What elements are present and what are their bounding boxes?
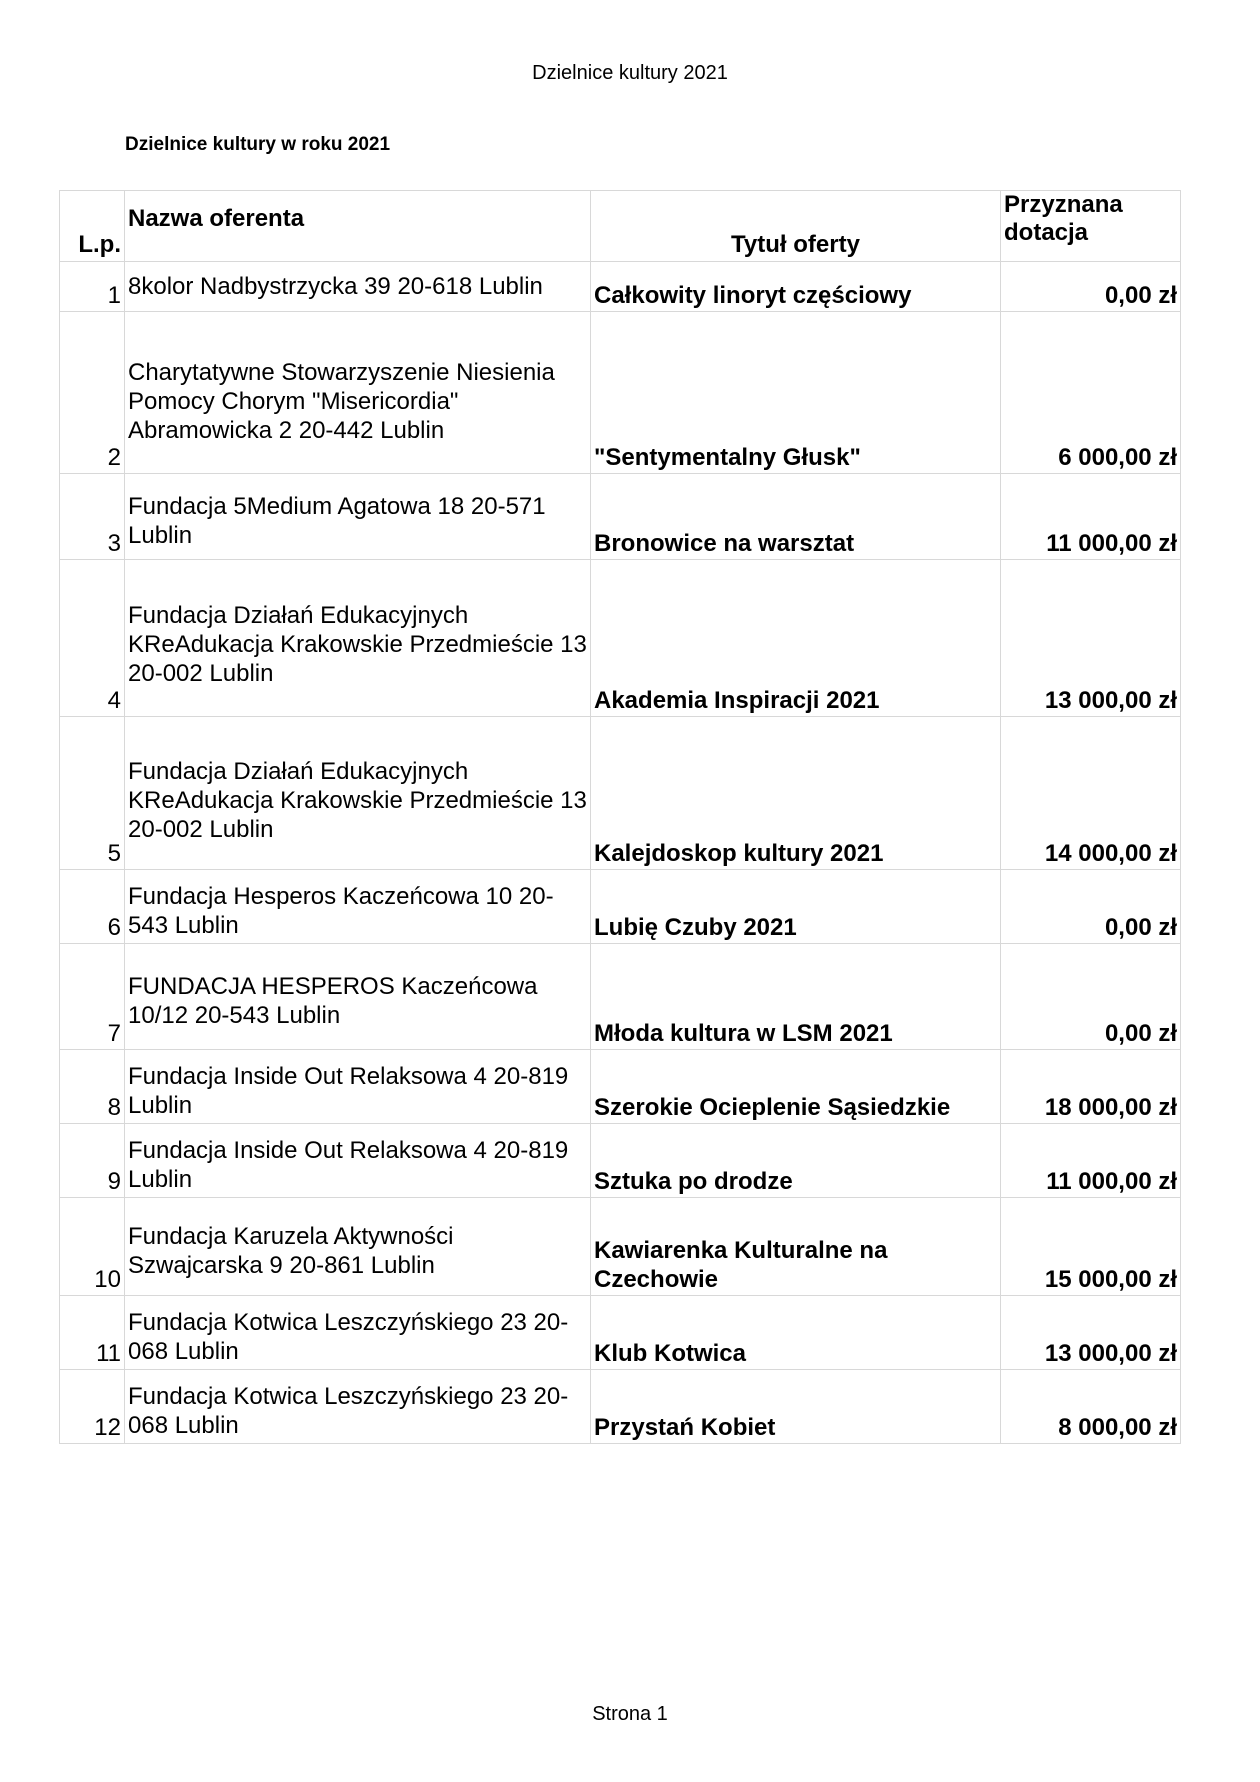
- row-amount: 13 000,00 zł: [1001, 560, 1181, 717]
- row-lp: 7: [60, 944, 125, 1050]
- row-title: Przystań Kobiet: [591, 1370, 1001, 1444]
- grants-table-container: [59, 190, 1180, 1444]
- row-title: Sztuka po drodze: [591, 1124, 1001, 1198]
- row-name: Fundacja 5Medium Agatowa 18 20-571 Lublin: [125, 474, 591, 560]
- row-lp: 2: [60, 312, 125, 474]
- table-row: [60, 1296, 1181, 1370]
- row-name: Fundacja Działań Edukacyjnych KReAdukacja Krakowskie Przedmieście 13 20-002 Lublin: [125, 717, 591, 870]
- row-title: Akademia Inspiracji 2021: [591, 560, 1001, 717]
- row-lp: 4: [60, 560, 125, 717]
- table-row: [60, 1370, 1181, 1444]
- row-lp: 3: [60, 474, 125, 560]
- row-lp: 11: [60, 1296, 125, 1370]
- table-row: [60, 1124, 1181, 1198]
- row-title: Szerokie Ocieplenie Sąsiedzkie: [591, 1050, 1001, 1124]
- row-amount: 0,00 zł: [1001, 870, 1181, 944]
- column-header-amount-line2: dotacja: [1004, 219, 1089, 246]
- column-header-amount-line1: Przyznana: [1004, 191, 1123, 218]
- table-row: [60, 717, 1181, 870]
- column-header-title: Tytuł oferty: [591, 191, 1001, 262]
- row-amount: 6 000,00 zł: [1001, 312, 1181, 474]
- grants-table: [59, 190, 1181, 1444]
- row-amount: 14 000,00 zł: [1001, 717, 1181, 870]
- row-amount: 8 000,00 zł: [1001, 1370, 1181, 1444]
- row-amount: 18 000,00 zł: [1001, 1050, 1181, 1124]
- row-name: 8kolor Nadbystrzycka 39 20-618 Lublin: [125, 262, 591, 312]
- row-amount: 11 000,00 zł: [1001, 1124, 1181, 1198]
- table-row: [60, 474, 1181, 560]
- row-lp: 5: [60, 717, 125, 870]
- row-title: Kawiarenka Kulturalne na Czechowie: [591, 1198, 1001, 1296]
- row-name: Fundacja Kotwica Leszczyńskiego 23 20-068 Lublin: [125, 1296, 591, 1370]
- row-title: Całkowity linoryt częściowy: [591, 262, 1001, 312]
- row-amount: 0,00 zł: [1001, 944, 1181, 1050]
- row-title: "Sentymentalny Głusk": [591, 312, 1001, 474]
- document-title: Dzielnice kultury w roku 2021: [125, 134, 391, 155]
- table-row: [60, 944, 1181, 1050]
- row-name: Fundacja Inside Out Relaksowa 4 20-819 Lublin: [125, 1050, 591, 1124]
- table-row: [60, 870, 1181, 944]
- column-header-name: Nazwa oferenta: [125, 191, 591, 262]
- table-row: [60, 1050, 1181, 1124]
- row-name: Charytatywne Stowarzyszenie Niesienia Pomocy Chorym "Misericordia" Abramowicka 2 20-442 Lublin: [125, 312, 591, 474]
- column-header-lp: L.p.: [60, 191, 125, 262]
- page-footer: Strona 1: [592, 1703, 668, 1725]
- row-lp: 1: [60, 262, 125, 312]
- row-lp: 6: [60, 870, 125, 944]
- row-title: Młoda kultura w LSM 2021: [591, 944, 1001, 1050]
- row-name: Fundacja Kotwica Leszczyńskiego 23 20-068 Lublin: [125, 1370, 591, 1444]
- row-name: Fundacja Inside Out Relaksowa 4 20-819 Lublin: [125, 1124, 591, 1198]
- row-amount: 13 000,00 zł: [1001, 1296, 1181, 1370]
- row-amount: 0,00 zł: [1001, 262, 1181, 312]
- row-amount: 15 000,00 zł: [1001, 1198, 1181, 1296]
- row-lp: 9: [60, 1124, 125, 1198]
- row-title: Bronowice na warsztat: [591, 474, 1001, 560]
- row-title: Lubię Czuby 2021: [591, 870, 1001, 944]
- row-name: Fundacja Działań Edukacyjnych KReAdukacja Krakowskie Przedmieście 13 20-002 Lublin: [125, 560, 591, 717]
- row-lp: 10: [60, 1198, 125, 1296]
- row-lp: 8: [60, 1050, 125, 1124]
- table-header-row: [60, 191, 1181, 262]
- row-title: Klub Kotwica: [591, 1296, 1001, 1370]
- table-row: [60, 262, 1181, 312]
- row-amount: 11 000,00 zł: [1001, 474, 1181, 560]
- table-row: [60, 560, 1181, 717]
- table-row: [60, 312, 1181, 474]
- page-header: Dzielnice kultury 2021: [532, 62, 728, 84]
- row-name: FUNDACJA HESPEROS Kaczeńcowa 10/12 20-543 Lublin: [125, 944, 591, 1050]
- row-name: Fundacja Karuzela Aktywności Szwajcarska 9 20-861 Lublin: [125, 1198, 591, 1296]
- column-header-amount: [1001, 191, 1181, 262]
- row-lp: 12: [60, 1370, 125, 1444]
- row-name: Fundacja Hesperos Kaczeńcowa 10 20-543 Lublin: [125, 870, 591, 944]
- table-row: [60, 1198, 1181, 1296]
- row-title: Kalejdoskop kultury 2021: [591, 717, 1001, 870]
